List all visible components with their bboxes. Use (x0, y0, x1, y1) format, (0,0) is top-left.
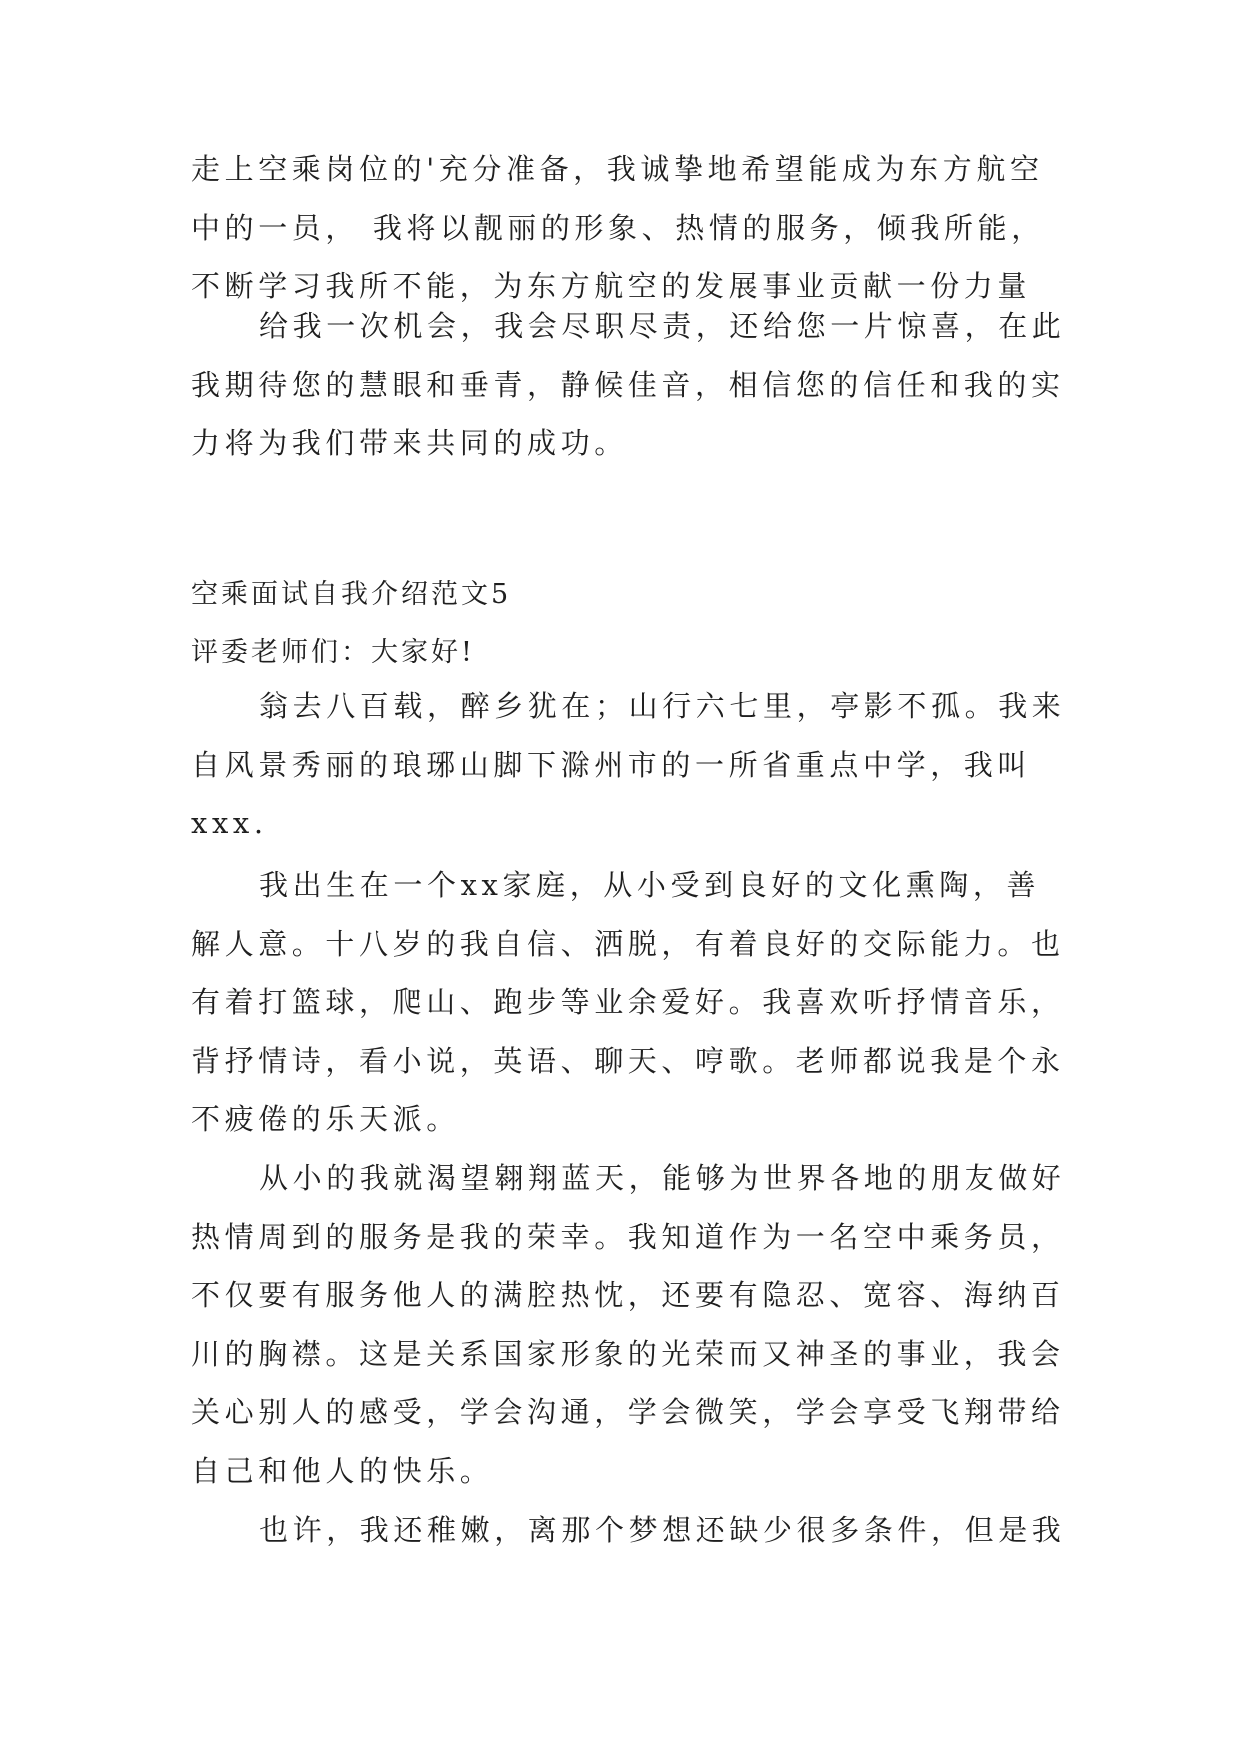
text-line: 关心别人的感受，学会沟通，学会微笑，学会享受飞翔带给 (191, 1395, 1065, 1429)
text-line: 我出生在一个xx家庭，从小受到良好的文化熏陶，善 (259, 868, 1041, 902)
text-line: 从小的我就渴望翱翔蓝天，能够为世界各地的朋友做好 (259, 1161, 1066, 1195)
text-line: 翁去八百载，醉乡犹在；山行六七里，亭影不孤。我来 (259, 689, 1066, 723)
section-heading: 空乘面试自我介绍范文5 (191, 579, 512, 610)
paragraph-closing (191, 297, 1066, 473)
text-line: 自己和他人的快乐。 (191, 1453, 494, 1488)
text-line: 我期待您的慧眼和垂青，静候佳音，相信您的信任和我的实 (191, 367, 1065, 402)
text-line: 不仅要有服务他人的满腔热忱，还要有隐忍、宽容、海纳百 (191, 1278, 1065, 1312)
text-line: 有着打篮球，爬山、跑步等业余爱好。我喜欢听抒情音乐， (191, 985, 1065, 1019)
text-line: 走上空乘岗位的'充分准备，我诚挚地希望能成为东方航空 (191, 152, 1044, 186)
text-line: 也许，我还稚嫩，离那个梦想还缺少很多条件，但是我 (259, 1513, 1066, 1547)
text-line: 川的胸襟。这是关系国家形象的光荣而又神圣的事业，我会 (191, 1336, 1065, 1371)
text-line: xxx. (191, 806, 268, 840)
greeting-line: 评委老师们：大家好! (191, 637, 475, 668)
text-line: 热情周到的服务是我的荣幸。我知道作为一名空中乘务员， (191, 1219, 1065, 1254)
text-line: 不疲倦的乐天派。 (191, 1102, 460, 1136)
paragraph-dream (191, 1149, 1066, 1500)
paragraph-perhaps (191, 1501, 1066, 1560)
text-line: 给我一次机会，我会尽职尽责，还给您一片惊喜，在此 (259, 309, 1066, 343)
text-line: 背抒情诗，看小说，英语、聊天、哼歌。老师都说我是个永 (191, 1043, 1065, 1078)
text-line: 力将为我们带来共同的成功。 (191, 426, 628, 460)
text-line: 中的一员， 我将以靓丽的形象、热情的服务，倾我所能， (191, 210, 1045, 245)
text-line: 解人意。十八岁的我自信、洒脱，有着良好的交际能力。也 (191, 926, 1065, 961)
paragraph-background (191, 856, 1065, 1149)
text-line: 不断学习我所不能，为东方航空的发展事业贡献一份力量 (191, 269, 1032, 303)
text-line: 自风景秀丽的琅琊山脚下滁州市的一所省重点中学，我叫 (191, 747, 1032, 782)
paragraph-origin (191, 677, 1066, 853)
paragraph-aspiration (191, 140, 1061, 316)
